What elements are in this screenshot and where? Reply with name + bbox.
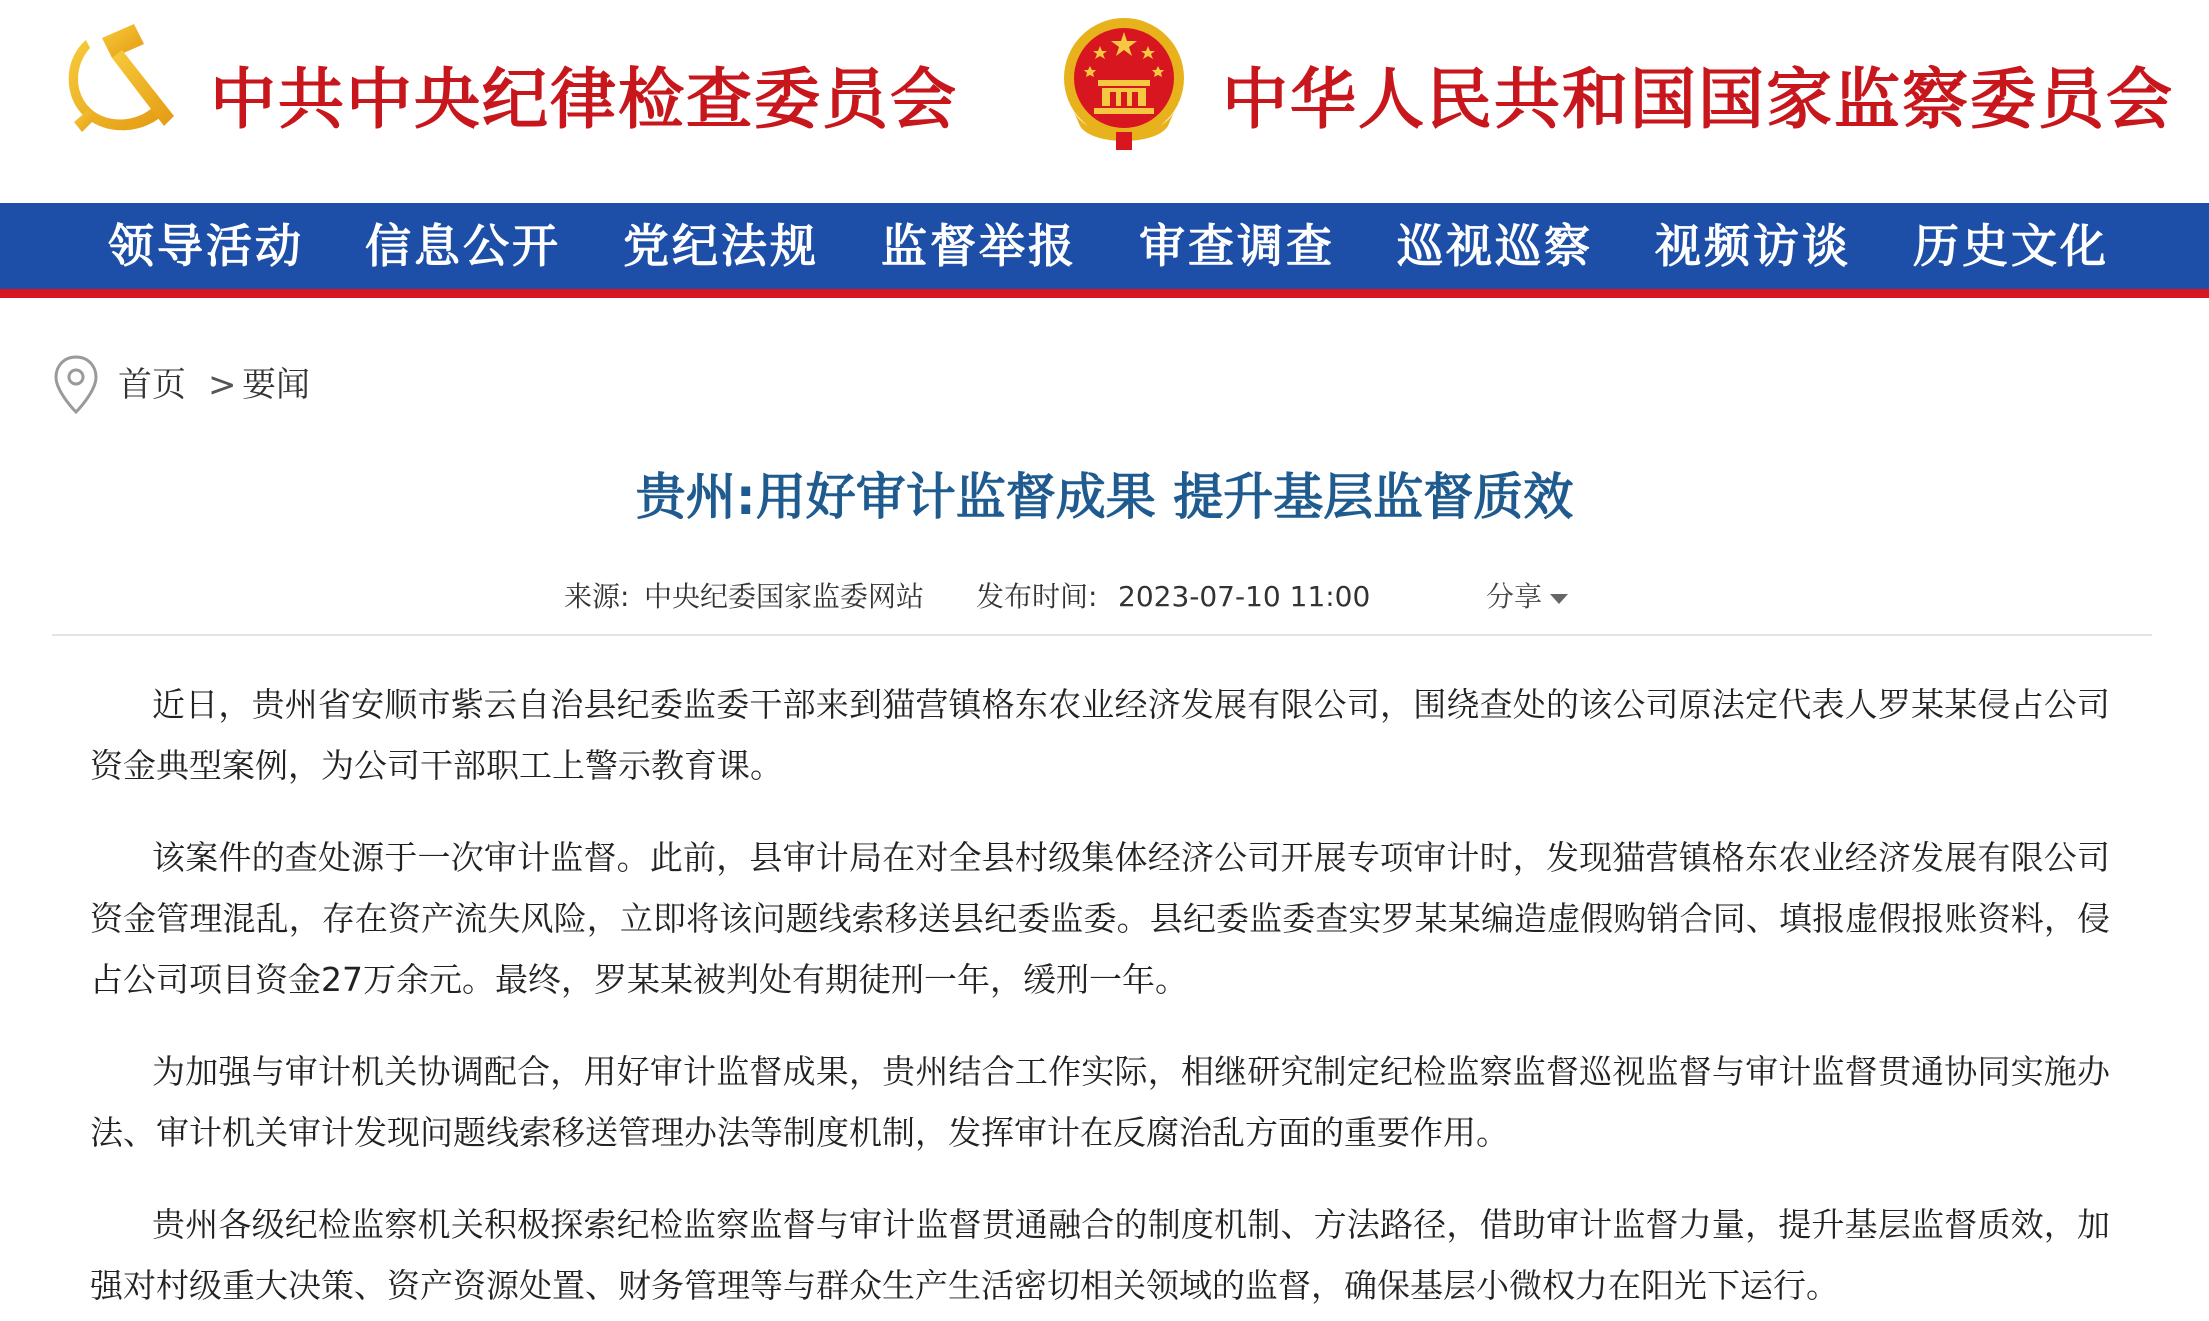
nav-item-regulations[interactable]: 党纪法规 bbox=[623, 219, 819, 273]
nav-item-video[interactable]: 视频访谈 bbox=[1655, 219, 1851, 273]
publish-time-value: 2023-07-10 11:00 bbox=[1118, 580, 1371, 613]
main-nav bbox=[0, 203, 2209, 298]
nav-item-leadership[interactable]: 领导活动 bbox=[108, 219, 304, 273]
article-paragraph: 近日，贵州省安顺市紫云自治县纪委监委干部来到猫营镇格东农业经济发展有限公司，围绕查处的该公司原法定代表人罗某某侵占公司资金典型案例，为公司干部职工上警示教育课。 bbox=[90, 685, 2110, 785]
nav-item-report[interactable]: 监督举报 bbox=[881, 219, 1077, 273]
publish-time-label: 发布时间: bbox=[976, 580, 1098, 613]
source-label: 来源: bbox=[564, 580, 630, 613]
party-emblem-icon[interactable] bbox=[56, 18, 182, 144]
nav-item-inspection[interactable]: 巡视巡察 bbox=[1397, 219, 1593, 273]
source-value: 中央纪委国家监委网站 bbox=[644, 580, 925, 613]
nav-item-info-disclosure[interactable]: 信息公开 bbox=[365, 219, 561, 273]
share-button[interactable] bbox=[1486, 570, 1568, 624]
location-pin-icon bbox=[52, 354, 100, 416]
caret-down-icon bbox=[1550, 594, 1568, 604]
article-paragraph: 为加强与审计机关协调配合，用好审计监督成果，贵州结合工作实际，相继研究制定纪检监察监督巡视监督与审计监督贯通协同实施办法、审计机关审计发现问题线索移送管理办法等制度机制，发挥审计在反腐治乱方面的重要作用。 bbox=[90, 1052, 2110, 1152]
breadcrumb-separator: > bbox=[208, 365, 237, 405]
national-emblem-icon[interactable] bbox=[1060, 14, 1188, 154]
breadcrumb-home-link[interactable]: 首页 bbox=[118, 365, 186, 405]
state-org-name[interactable]: 中华人民共和国国家监察委员会 bbox=[1222, 60, 2174, 138]
site-header bbox=[0, 0, 2209, 203]
breadcrumb-current-link[interactable]: 要闻 bbox=[242, 365, 310, 405]
nav-item-history[interactable]: 历史文化 bbox=[1913, 219, 2109, 273]
divider bbox=[52, 634, 2152, 636]
share-label: 分享 bbox=[1486, 580, 1543, 613]
article-paragraph: 贵州各级纪检监察机关积极探索纪检监察监督与审计监督贯通融合的制度机制、方法路径，借助审计监督力量，提升基层监督质效，加强对村级重大决策、资产资源处置、财务管理等与群众生产生活密切相关领域的监督，确保基层小微权力在阳光下运行。 bbox=[90, 1205, 2110, 1305]
article-paragraph: 该案件的查处源于一次审计监督。此前，县审计局在对全县村级集体经济公司开展专项审计时，发现猫营镇格东农业经济发展有限公司资金管理混乱，存在资产流失风险，立即将该问题线索移送县纪委监委。县纪委监委查实罗某某编造虚假购销合同、填报虚假报账资料，侵占公司项目资金27万余元。最终，罗某某被判处有期徒刑一年，缓刑一年。 bbox=[90, 838, 2110, 999]
party-org-name[interactable]: 中共中央纪律检查委员会 bbox=[210, 60, 958, 138]
nav-item-investigation[interactable]: 审查调查 bbox=[1139, 219, 1335, 273]
article-title: 贵州:用好审计监督成果 提升基层监督质效 bbox=[635, 468, 1574, 526]
